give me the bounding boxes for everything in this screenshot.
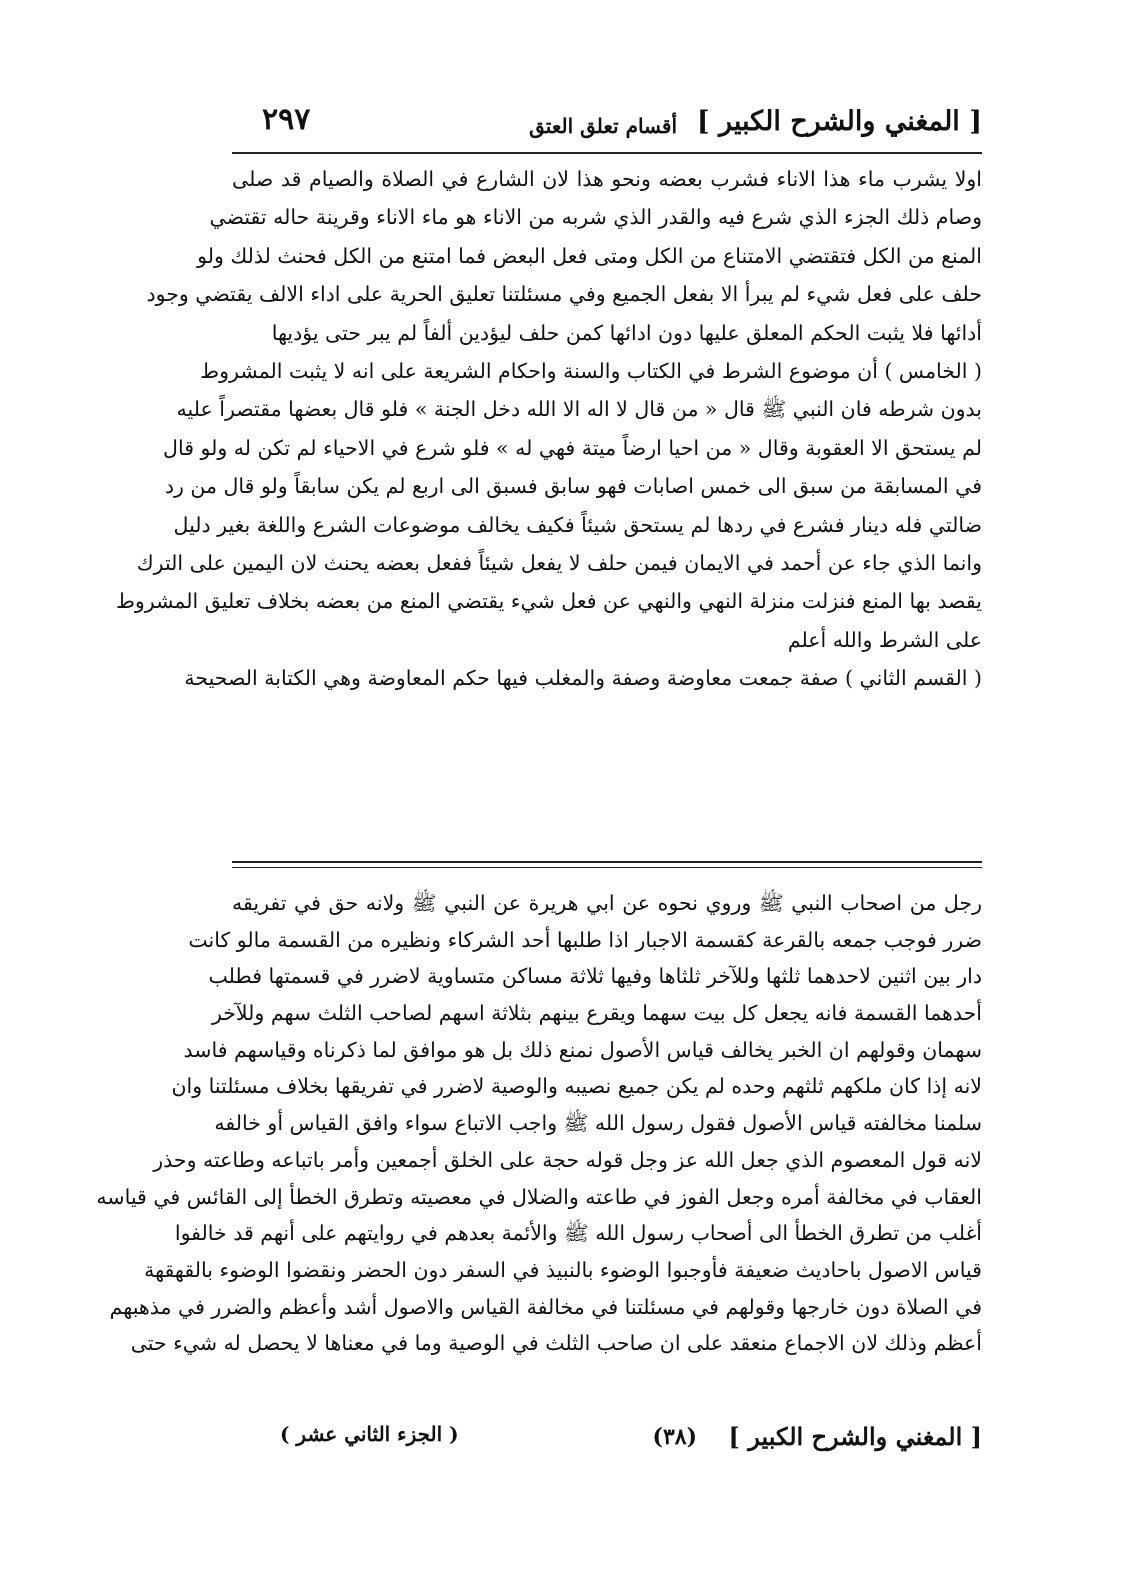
text-line: أدائها فلا يثبت الحكم المعلق عليها دون ادائها كمن حلف ليؤدين ألفاً لم يبر حتى يؤديها (271, 320, 982, 345)
text-line: وصام ذلك الجزء الذي شرع فيه والقدر الذي شربه من الاناء هو ماء الاناء وقرينة حاله تقتضي (209, 205, 982, 230)
text-line: المنع من الكل فتقتضي الامتناع من الكل ومتى فعل البعض فما امتنع من الكل فحنث لذلك ولو (197, 243, 982, 268)
footer-volume: ( الجزء الثاني عشر ) (280, 1422, 459, 1446)
header-rule (232, 152, 982, 154)
text-line: سلمنا مخالفته قياس الأصول فقول رسول الله ﷺ واجب الاتباع سواء وافق القياس أو خالفه (214, 1111, 982, 1136)
text-line: بدون شرطه فان النبي ﷺ قال « من قال لا اله الا الله دخل الجنة » فلو قال بعضها مقتصراً عليه (176, 397, 982, 422)
text-line: أغلب من تطرق الخطأ الى أصحاب رسول الله ﷺ والأئمة بعدهم في روايتهم على أنهم قد خالفوا (174, 1221, 982, 1246)
text-line: يقصد بها المنع فنزلت منزلة النهي والنهي عن فعل شيء يقتضي المنع من بعضه بخلاف تعليق المشروط (115, 589, 982, 614)
text-line: رجل من اصحاب النبي ﷺ وروي نحوه عن ابي هريرة عن النبي ﷺ ولانه حق في تفريقه (232, 891, 982, 915)
text-line: قياس الاصول باحاديث ضعيفة فأوجبوا الوضوء بالنبيذ في السفر دون الحضر ونقضوا الوضوء بالقهقهة (144, 1257, 982, 1282)
text-line: على الشرط والله أعلم (787, 627, 982, 652)
text-line: أعظم وذلك لان الاجماع منعقد على ان صاحب الثلث في الوصية وما في معناها لا يحصل له شيء حتى (130, 1331, 982, 1356)
commentary-text-block (96, 885, 982, 1415)
text-line: ضرر فوجب جمعه بالقرعة كقسمة الاجبار اذا طلبها أحد الشركاء ونظيره من القسمة مالو كانت (188, 927, 982, 952)
page-footer (232, 1422, 982, 1462)
footer-signature-number: (٣٨) (652, 1424, 697, 1450)
text-line: في المسابقة من سبق الى خمس اصابات فهو سابق فسبق الى اربع لم يكن سابقاً ولو قال من رد (164, 474, 982, 499)
text-line: حلف على فعل شيء لم يبرأ الا بفعل الجميع وفي مسئلتنا تعليق الحرية على اداء الالف يقتضي وجود (146, 282, 982, 307)
text-line: في الصلاة دون خارجها وقولهم في مسئلتنا في مخالفة القياس والاصول أشد وأعظم والضرر في مذهبهم (109, 1294, 982, 1319)
page-header (232, 100, 982, 152)
book-page (96, 100, 982, 1480)
text-line: وانما الذي جاء عن أحمد في الايمان فيمن حلف لا يفعل شيئاً ففعل بعضه يحنث لان اليمين على الترك (136, 550, 982, 575)
footer-book-title: [ المغني والشرح الكبير ] (728, 1422, 982, 1451)
main-text-block (115, 160, 982, 850)
text-line: العقاب في مخالفة أمره وجعل الفوز في طاعته والضلال في معصيته وتطرق الخطأ إلى القائس في قياسه (96, 1184, 982, 1209)
text-line: لم يستحق الا العقوبة وقال « من احيا ارضاً ميتة فهي له » فلو شرع في الاحياء لم تكن له ولو قال (163, 435, 982, 460)
running-head-book-title: [ المغني والشرح الكبير ] (696, 106, 982, 137)
text-line: أحدهما القسمة فانه يجعل كل بيت سهما ويقرع بينهم بثلاثة اسهم لصاحب الثلث سهم وللآخر (211, 1001, 982, 1026)
text-line: سهمان وقولهم ان الخبر يخالف قياس الأصول نمنع ذلك بل هو موافق لما ذكرناه وقياسهم فاسد (183, 1037, 982, 1062)
text-line: دار بين اثنين لاحدهما ثلثها وللآخر ثلثاها وفيها ثلاثة مساكن متساوية لاضرر في قسمتها فطلب (208, 964, 982, 989)
text-line: ( القسم الثاني ) صفة جمعت معاوضة وصفة والمغلب فيها حكم المعاوضة وهي الكتابة الصحيحة (184, 666, 982, 691)
text-line: اولا يشرب ماء هذا الاناء فشرب بعضه ونحو هذا لان الشارع في الصلاة والصيام قد صلى (232, 167, 982, 191)
text-line: لانه إذا كان ملكهم ثلثهم وحده لم يكن جميع نصيبه والوصية لاضرر في تفريقها بخلاف مسئلتنا وان (171, 1074, 982, 1099)
section-divider (232, 861, 982, 868)
text-line: لانه قول المعصوم الذي جعل الله عز وجل قوله حجة على الخلق أجمعين وأمر باتباعه وطاعته وحذر (153, 1147, 982, 1172)
text-line: ضالتي فله دينار فشرع في ردها لم يستحق شيئاً فكيف يخالف موضوعات الشرع واللغة بغير دليل (173, 512, 982, 537)
page-number: ٢٩٧ (262, 102, 311, 137)
text-line: ( الخامس ) أن موضوع الشرط في الكتاب والسنة واحكام الشريعة على انه لا يثبت المشروط (200, 358, 982, 383)
running-head-topic: أقسام تعلق العتق (529, 114, 677, 138)
